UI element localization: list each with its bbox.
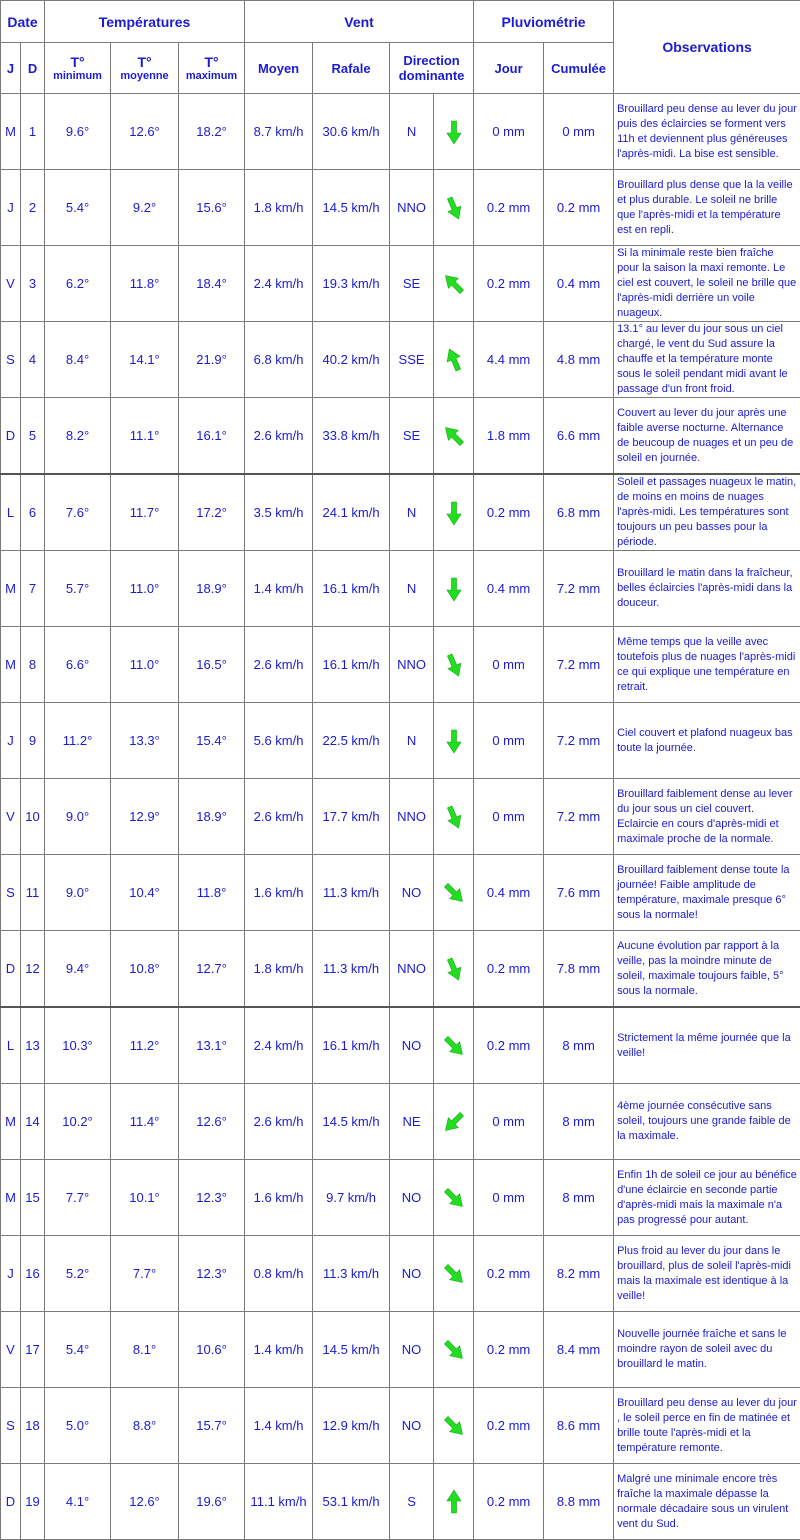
wind-arrow-icon	[434, 627, 474, 703]
temp-max: 17.2°	[179, 474, 245, 551]
day-letter: S	[1, 322, 21, 398]
header-direction: Direction dominante	[390, 43, 474, 94]
rain-cumulative: 6.8 mm	[544, 474, 614, 551]
day-number: 13	[21, 1007, 45, 1084]
wind-arrow-icon	[434, 322, 474, 398]
temp-max: 18.2°	[179, 94, 245, 170]
temp-max: 15.4°	[179, 703, 245, 779]
header-date: Date	[1, 1, 45, 43]
rain-day: 0.2 mm	[474, 931, 544, 1008]
temp-min: 8.2°	[45, 398, 111, 475]
temp-min: 7.7°	[45, 1160, 111, 1236]
observation-text: Plus froid au lever du jour dans le brouillard, plus de soleil l'après-midi mais la maximale est identique à la veille!	[614, 1236, 800, 1312]
wind-mean: 8.7 km/h	[245, 94, 313, 170]
day-number: 14	[21, 1084, 45, 1160]
wind-gust: 17.7 km/h	[313, 779, 390, 855]
day-letter: D	[1, 1464, 21, 1540]
wind-mean: 1.6 km/h	[245, 855, 313, 931]
temp-min: 10.2°	[45, 1084, 111, 1160]
wind-arrow-icon	[434, 170, 474, 246]
observation-text: Si la minimale reste bien fraîche pour la saison la maxi remonte. Le ciel est couvert, le soleil ne brille que l'après-midi derrière un voile nuageux.	[614, 246, 800, 322]
header-pluviometrie: Pluviométrie	[474, 1, 614, 43]
observation-text: 13.1° au lever du jour sous un ciel chargé, le vent du Sud assure la chauffe et la température monte sous le soleil pendant midi avant le passage d'un front froid.	[614, 322, 800, 398]
rain-cumulative: 0.2 mm	[544, 170, 614, 246]
temp-mean: 11.4°	[111, 1084, 179, 1160]
wind-gust: 14.5 km/h	[313, 1312, 390, 1388]
header-cumulee: Cumulée	[544, 43, 614, 94]
day-number: 2	[21, 170, 45, 246]
wind-arrow-icon	[434, 1236, 474, 1312]
day-number: 3	[21, 246, 45, 322]
wind-direction: NO	[390, 855, 434, 931]
day-letter: V	[1, 1312, 21, 1388]
wind-mean: 2.6 km/h	[245, 627, 313, 703]
wind-direction: NO	[390, 1236, 434, 1312]
wind-arrow-icon	[434, 855, 474, 931]
day-number: 9	[21, 703, 45, 779]
wind-direction: NNO	[390, 170, 434, 246]
rain-day: 0.4 mm	[474, 855, 544, 931]
day-number: 1	[21, 94, 45, 170]
rain-day: 0.2 mm	[474, 170, 544, 246]
t-symbol: T°	[45, 54, 110, 70]
observation-text: Brouillard faiblement dense toute la journée! Faible amplitude de température, maximale presque 6° sous la normale!	[614, 855, 800, 931]
day-number: 11	[21, 855, 45, 931]
temp-max: 11.8°	[179, 855, 245, 931]
temp-mean: 13.3°	[111, 703, 179, 779]
temp-max: 18.9°	[179, 551, 245, 627]
t-symbol: T°	[111, 54, 178, 70]
rain-cumulative: 8.2 mm	[544, 1236, 614, 1312]
temp-min: 7.6°	[45, 474, 111, 551]
temp-min: 9.0°	[45, 855, 111, 931]
temp-mean: 8.8°	[111, 1388, 179, 1464]
rain-cumulative: 8.6 mm	[544, 1388, 614, 1464]
rain-cumulative: 4.8 mm	[544, 322, 614, 398]
header-j: J	[1, 43, 21, 94]
rain-cumulative: 7.2 mm	[544, 703, 614, 779]
rain-day: 0 mm	[474, 779, 544, 855]
table-row	[1, 94, 800, 170]
wind-arrow-icon	[434, 1312, 474, 1388]
wind-arrow-icon	[434, 779, 474, 855]
header-t-max	[179, 43, 245, 94]
day-letter: M	[1, 551, 21, 627]
temp-min: 8.4°	[45, 322, 111, 398]
temp-max: 12.3°	[179, 1160, 245, 1236]
header-observations: Observations	[614, 1, 800, 94]
rain-cumulative: 6.6 mm	[544, 398, 614, 475]
wind-direction: NO	[390, 1007, 434, 1084]
wind-mean: 1.8 km/h	[245, 931, 313, 1008]
wind-direction: NO	[390, 1388, 434, 1464]
rain-day: 0 mm	[474, 1084, 544, 1160]
observation-text: Ciel couvert et plafond nuageux bas toute la journée.	[614, 703, 800, 779]
rain-day: 0 mm	[474, 627, 544, 703]
rain-day: 0.2 mm	[474, 1312, 544, 1388]
wind-direction: N	[390, 703, 434, 779]
temp-mean: 10.8°	[111, 931, 179, 1008]
rain-day: 0.2 mm	[474, 474, 544, 551]
table-row	[1, 627, 800, 703]
rain-day: 0.2 mm	[474, 1007, 544, 1084]
wind-arrow-icon	[434, 1160, 474, 1236]
temp-max: 12.3°	[179, 1236, 245, 1312]
table-body	[1, 94, 800, 1540]
day-number: 6	[21, 474, 45, 551]
temp-min: 6.6°	[45, 627, 111, 703]
wind-arrow-icon	[434, 398, 474, 475]
temp-max: 21.9°	[179, 322, 245, 398]
observation-text: Brouillard peu dense au lever du jour puis des éclaircies se forment vers 11h et deviennent plus généreuses l'après-midi. La bise est sensible.	[614, 94, 800, 170]
wind-gust: 14.5 km/h	[313, 1084, 390, 1160]
temp-max: 18.4°	[179, 246, 245, 322]
table-row	[1, 1388, 800, 1464]
wind-gust: 30.6 km/h	[313, 94, 390, 170]
temp-mean: 11.0°	[111, 551, 179, 627]
temp-mean: 11.8°	[111, 246, 179, 322]
header-t-moy	[111, 43, 179, 94]
table-row	[1, 855, 800, 931]
day-number: 16	[21, 1236, 45, 1312]
rain-day: 0 mm	[474, 703, 544, 779]
wind-gust: 22.5 km/h	[313, 703, 390, 779]
table-row	[1, 931, 800, 1008]
day-letter: J	[1, 703, 21, 779]
rain-day: 0.4 mm	[474, 551, 544, 627]
t-symbol: T°	[179, 54, 244, 70]
table-row	[1, 170, 800, 246]
rain-cumulative: 7.2 mm	[544, 551, 614, 627]
wind-direction: NO	[390, 1312, 434, 1388]
wind-direction: SE	[390, 398, 434, 475]
table-row	[1, 1007, 800, 1084]
table-row	[1, 779, 800, 855]
table-row	[1, 1236, 800, 1312]
wind-gust: 16.1 km/h	[313, 1007, 390, 1084]
wind-direction: S	[390, 1464, 434, 1540]
temp-mean: 9.2°	[111, 170, 179, 246]
temp-min: 5.4°	[45, 1312, 111, 1388]
wind-gust: 9.7 km/h	[313, 1160, 390, 1236]
observation-text: Brouillard le matin dans la fraîcheur, belles éclaircies l'après-midi dans la douceur.	[614, 551, 800, 627]
wind-gust: 19.3 km/h	[313, 246, 390, 322]
rain-cumulative: 7.2 mm	[544, 627, 614, 703]
wind-direction: SSE	[390, 322, 434, 398]
observation-text: Brouillard peu dense au lever du jour , le soleil perce en fin de matinée et brille toute l'après-midi et la température remonte.	[614, 1388, 800, 1464]
observation-text: Soleil et passages nuageux le matin, de moins en moins de nuages l'après-midi. Les températures sont toujours un peu basses pour la période.	[614, 474, 800, 551]
temp-mean: 8.1°	[111, 1312, 179, 1388]
day-letter: V	[1, 246, 21, 322]
day-letter: D	[1, 931, 21, 1008]
temp-min: 5.4°	[45, 170, 111, 246]
wind-arrow-icon	[434, 474, 474, 551]
temp-max: 19.6°	[179, 1464, 245, 1540]
temp-min: 11.2°	[45, 703, 111, 779]
wind-mean: 3.5 km/h	[245, 474, 313, 551]
wind-gust: 14.5 km/h	[313, 170, 390, 246]
day-letter: M	[1, 1160, 21, 1236]
wind-gust: 53.1 km/h	[313, 1464, 390, 1540]
day-number: 17	[21, 1312, 45, 1388]
wind-direction: N	[390, 94, 434, 170]
wind-gust: 11.3 km/h	[313, 931, 390, 1008]
wind-arrow-icon	[434, 703, 474, 779]
wind-gust: 12.9 km/h	[313, 1388, 390, 1464]
wind-mean: 2.4 km/h	[245, 1007, 313, 1084]
wind-arrow-icon	[434, 1464, 474, 1540]
temp-max: 13.1°	[179, 1007, 245, 1084]
wind-direction: NO	[390, 1160, 434, 1236]
t-max-label: maximum	[179, 70, 244, 82]
rain-cumulative: 7.6 mm	[544, 855, 614, 931]
temp-min: 6.2°	[45, 246, 111, 322]
rain-day: 4.4 mm	[474, 322, 544, 398]
temp-min: 9.4°	[45, 931, 111, 1008]
table-row	[1, 1084, 800, 1160]
wind-mean: 11.1 km/h	[245, 1464, 313, 1540]
day-letter: L	[1, 474, 21, 551]
observation-text: 4ème journée consécutive sans soleil, toujours une grande faible de la maximale.	[614, 1084, 800, 1160]
wind-direction: SE	[390, 246, 434, 322]
day-number: 19	[21, 1464, 45, 1540]
wind-gust: 16.1 km/h	[313, 551, 390, 627]
observation-text: Couvert au lever du jour après une faible averse nocturne. Alternance de beucoup de nuages et un peu de soleil en journée.	[614, 398, 800, 475]
day-number: 4	[21, 322, 45, 398]
day-number: 10	[21, 779, 45, 855]
table-row	[1, 1312, 800, 1388]
temp-min: 5.0°	[45, 1388, 111, 1464]
wind-direction: N	[390, 551, 434, 627]
wind-gust: 24.1 km/h	[313, 474, 390, 551]
rain-day: 1.8 mm	[474, 398, 544, 475]
rain-cumulative: 8 mm	[544, 1007, 614, 1084]
rain-cumulative: 8 mm	[544, 1160, 614, 1236]
temp-min: 10.3°	[45, 1007, 111, 1084]
temp-mean: 14.1°	[111, 322, 179, 398]
rain-day: 0.2 mm	[474, 1388, 544, 1464]
temp-mean: 11.7°	[111, 474, 179, 551]
day-letter: J	[1, 170, 21, 246]
wind-arrow-icon	[434, 1388, 474, 1464]
temp-max: 12.7°	[179, 931, 245, 1008]
wind-direction: NE	[390, 1084, 434, 1160]
observation-text: Même temps que la veille avec toutefois plus de nuages l'après-midi ce qui explique une température en retrait.	[614, 627, 800, 703]
day-number: 18	[21, 1388, 45, 1464]
wind-mean: 1.4 km/h	[245, 551, 313, 627]
wind-gust: 33.8 km/h	[313, 398, 390, 475]
wind-arrow-icon	[434, 1007, 474, 1084]
header-temperatures: Températures	[45, 1, 245, 43]
temp-min: 9.0°	[45, 779, 111, 855]
observation-text: Aucune évolution par rapport à la veille, pas la moindre minute de soleil, maximale toujours faible, 5° sous la normale.	[614, 931, 800, 1008]
wind-arrow-icon	[434, 551, 474, 627]
temp-mean: 12.6°	[111, 94, 179, 170]
table-row	[1, 398, 800, 475]
temp-mean: 7.7°	[111, 1236, 179, 1312]
rain-day: 0 mm	[474, 1160, 544, 1236]
rain-cumulative: 8.8 mm	[544, 1464, 614, 1540]
wind-mean: 6.8 km/h	[245, 322, 313, 398]
temp-max: 15.7°	[179, 1388, 245, 1464]
wind-mean: 2.6 km/h	[245, 398, 313, 475]
wind-direction: N	[390, 474, 434, 551]
day-number: 7	[21, 551, 45, 627]
rain-cumulative: 8 mm	[544, 1084, 614, 1160]
day-number: 15	[21, 1160, 45, 1236]
rain-cumulative: 0 mm	[544, 94, 614, 170]
observation-text: Enfin 1h de soleil ce jour au bénéfice d'une éclaircie en seconde partie d'après-midi mais la maximale n'a pas progressé pour autant.	[614, 1160, 800, 1236]
temp-max: 16.1°	[179, 398, 245, 475]
day-letter: S	[1, 1388, 21, 1464]
wind-mean: 2.4 km/h	[245, 246, 313, 322]
temp-min: 5.7°	[45, 551, 111, 627]
wind-mean: 1.4 km/h	[245, 1388, 313, 1464]
header-vent: Vent	[245, 1, 474, 43]
temp-min: 4.1°	[45, 1464, 111, 1540]
wind-arrow-icon	[434, 1084, 474, 1160]
header-moyen: Moyen	[245, 43, 313, 94]
wind-mean: 1.6 km/h	[245, 1160, 313, 1236]
day-letter: M	[1, 94, 21, 170]
wind-mean: 1.4 km/h	[245, 1312, 313, 1388]
temp-max: 18.9°	[179, 779, 245, 855]
wind-gust: 16.1 km/h	[313, 627, 390, 703]
wind-gust: 11.3 km/h	[313, 1236, 390, 1312]
observation-text: Brouillard faiblement dense au lever du jour sous un ciel couvert. Eclaircie en cours d'après-midi et maximale proche de la normale.	[614, 779, 800, 855]
day-letter: L	[1, 1007, 21, 1084]
rain-day: 0 mm	[474, 94, 544, 170]
rain-cumulative: 7.8 mm	[544, 931, 614, 1008]
wind-direction: NNO	[390, 627, 434, 703]
day-letter: D	[1, 398, 21, 475]
table-row	[1, 703, 800, 779]
table-row	[1, 474, 800, 551]
temp-mean: 10.1°	[111, 1160, 179, 1236]
header-d: D	[21, 43, 45, 94]
day-letter: J	[1, 1236, 21, 1312]
temp-max: 16.5°	[179, 627, 245, 703]
wind-arrow-icon	[434, 94, 474, 170]
temp-min: 5.2°	[45, 1236, 111, 1312]
rain-day: 0.2 mm	[474, 246, 544, 322]
temp-max: 10.6°	[179, 1312, 245, 1388]
temp-mean: 11.0°	[111, 627, 179, 703]
t-moy-label: moyenne	[111, 70, 178, 82]
wind-mean: 1.8 km/h	[245, 170, 313, 246]
rain-day: 0.2 mm	[474, 1464, 544, 1540]
temp-mean: 11.1°	[111, 398, 179, 475]
wind-direction: NNO	[390, 779, 434, 855]
temp-max: 15.6°	[179, 170, 245, 246]
temp-mean: 11.2°	[111, 1007, 179, 1084]
rain-cumulative: 7.2 mm	[544, 779, 614, 855]
temp-min: 9.6°	[45, 94, 111, 170]
day-number: 5	[21, 398, 45, 475]
wind-mean: 2.6 km/h	[245, 779, 313, 855]
rain-day: 0.2 mm	[474, 1236, 544, 1312]
observation-text: Nouvelle journée fraîche et sans le moindre rayon de soleil avec du brouillard le matin.	[614, 1312, 800, 1388]
t-min-label: minimum	[45, 70, 110, 82]
day-number: 12	[21, 931, 45, 1008]
day-letter: V	[1, 779, 21, 855]
wind-mean: 2.6 km/h	[245, 1084, 313, 1160]
wind-arrow-icon	[434, 931, 474, 1008]
rain-cumulative: 8.4 mm	[544, 1312, 614, 1388]
table-row	[1, 246, 800, 322]
wind-gust: 40.2 km/h	[313, 322, 390, 398]
wind-direction: NNO	[390, 931, 434, 1008]
day-number: 8	[21, 627, 45, 703]
day-letter: S	[1, 855, 21, 931]
wind-mean: 5.6 km/h	[245, 703, 313, 779]
wind-gust: 11.3 km/h	[313, 855, 390, 931]
temp-mean: 10.4°	[111, 855, 179, 931]
rain-cumulative: 0.4 mm	[544, 246, 614, 322]
table-row	[1, 1464, 800, 1540]
table-row	[1, 551, 800, 627]
table-row	[1, 322, 800, 398]
wind-mean: 0.8 km/h	[245, 1236, 313, 1312]
day-letter: M	[1, 1084, 21, 1160]
wind-arrow-icon	[434, 246, 474, 322]
table-row	[1, 1160, 800, 1236]
observation-text: Malgré une minimale encore très fraîche la maximale dépasse la normale décadaire sous un virulent vent du Sud.	[614, 1464, 800, 1540]
day-letter: M	[1, 627, 21, 703]
temp-max: 12.6°	[179, 1084, 245, 1160]
observation-text: Strictement la même journée que la veille!	[614, 1007, 800, 1084]
temp-mean: 12.9°	[111, 779, 179, 855]
temp-mean: 12.6°	[111, 1464, 179, 1540]
header-rafale: Rafale	[313, 43, 390, 94]
observation-text: Brouillard plus dense que la la veille et plus durable. Le soleil ne brille que l'après-midi et la température est en repli.	[614, 170, 800, 246]
header-t-min	[45, 43, 111, 94]
header-jour: Jour	[474, 43, 544, 94]
